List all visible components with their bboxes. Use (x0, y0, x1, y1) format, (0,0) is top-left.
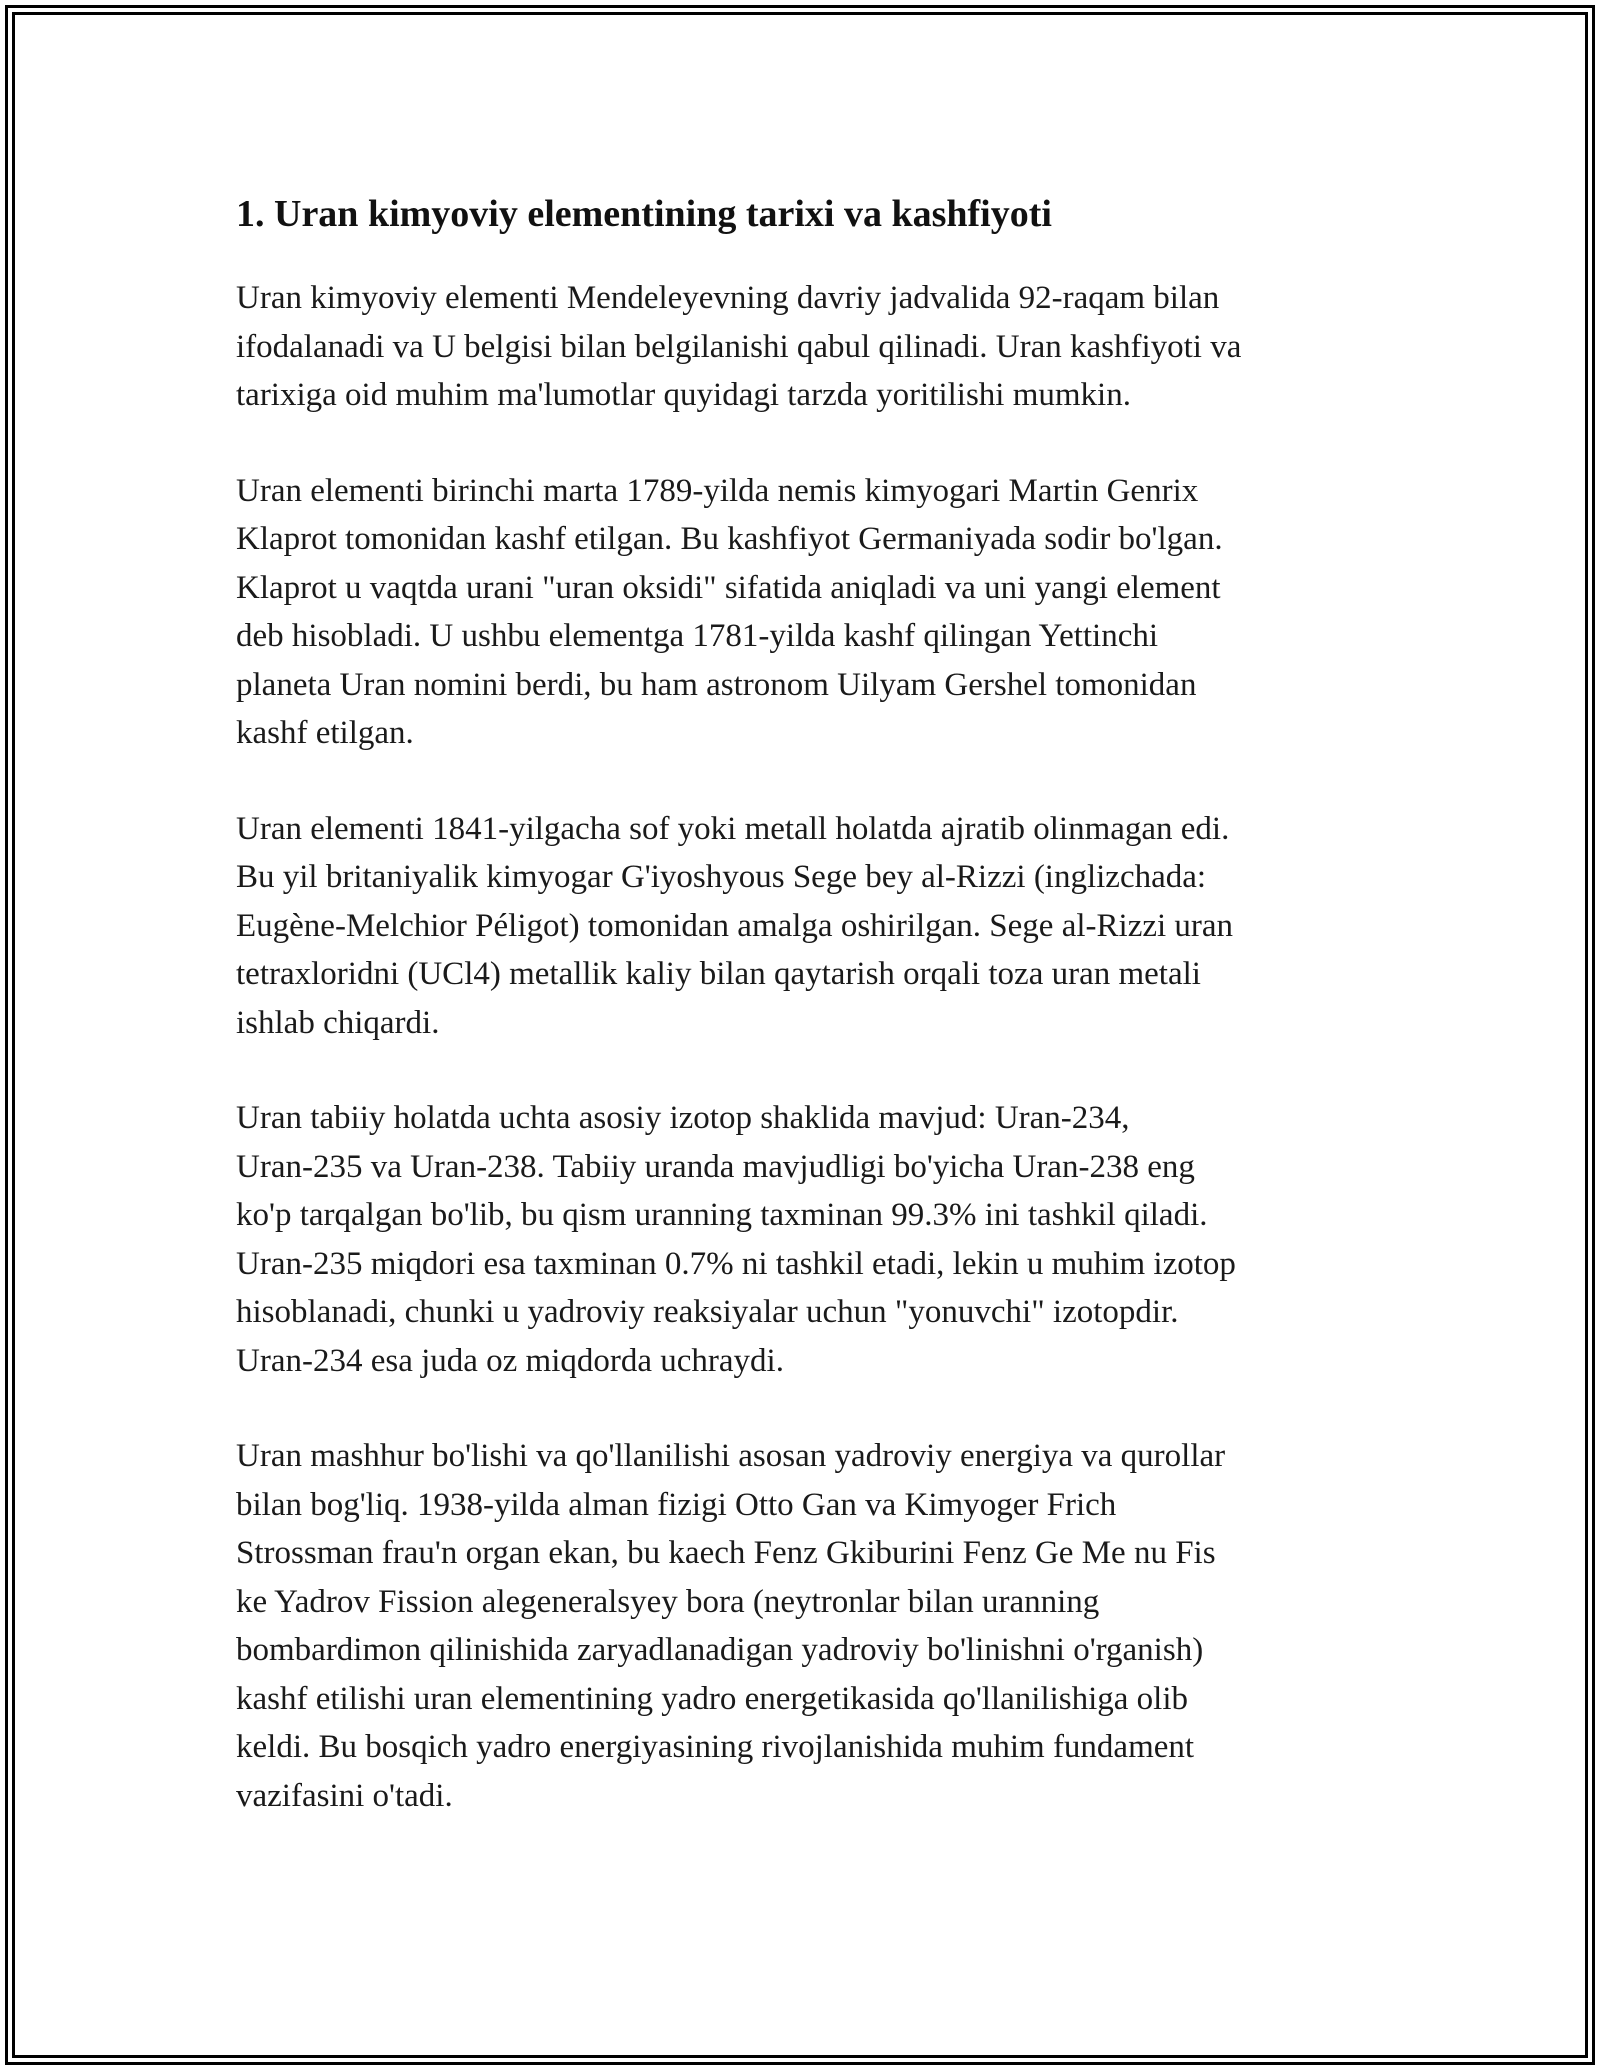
paragraph-metal-isolation: Uran elementi 1841-yilgacha sof yoki metall holatda ajratib olinmagan edi. Bu yil britaniyalik kimyogar G'iyoshyous Sege bey al-Rizzi (inglizchada: Eugène-Melchior Péligot) tomonidan amalga oshirilgan. Sege al-Rizzi uran tetraxloridni (UCl4) metallik kaliy bilan qaytarish orqali toza uran metali ishlab chiqardi. (236, 810, 1234, 1041)
paragraph-discovery: Uran elementi birinchi marta 1789-yilda nemis kimyogari Martin Genrix Klaprot tomonidan kashf etilgan. Bu kashfiyot Germaniyada sodir bo'lgan. Klaprot u vaqtda urani "uran oksidi" sifatida aniqladi va uni yangi element deb hisobladi. U ushbu elementga 1781-yilda kashf qilingan Yettinchi planeta Uran nomini berdi, bu ham astronom Uilyam Gershel tomonidan kashf etilgan. (236, 472, 1223, 751)
paragraph-isotopes: Uran tabiiy holatda uchta asosiy izotop shaklida mavjud: Uran-234, Uran-235 va Uran-238. Tabiiy uranda mavjudligi bo'yicha Uran-238 eng ko'p tarqalgan bo'lib, bu qism uranning taxminan 99.3% ini tashkil qiladi. Uran-235 miqdori esa taxminan 0.7% ni tashkil etadi, lekin u muhim izotop hisoblanadi, chunki u yadroviy reaksiyalar uchun "yonuvchi" izotopdir. Uran-234 esa juda oz miqdorda uchraydi. (236, 1100, 1236, 1379)
section-heading: 1. Uran kimyoviy elementining tarixi va kashfiyoti (236, 193, 1052, 235)
paragraph-intro: Uran kimyoviy elementi Mendeleyevning davriy jadvalida 92-raqam bilan ifodalanadi va U belgisi bilan belgilanishi qabul qilinadi. Uran kashfiyoti va tarixiga oid muhim ma'lumotlar quyidagi tarzda yoritilishi mumkin. (236, 280, 1242, 413)
document-body (236, 186, 1376, 1867)
paragraph-nuclear-energy: Uran mashhur bo'lishi va qo'llanilishi asosan yadroviy energiya va qurollar bilan bog'liq. 1938-yilda alman fizigi Otto Gan va Kimyoger Frich Strossman frau'n organ ekan, bu kaech Fenz Gkiburini Fenz Ge Me nu Fis ke Yadrov Fission alegeneralsyey bora (neytronlar bilan uranning bombardimon qilinishida zaryadlanadigan yadroviy bo'linishni o'rganish) kashf etilishi uran elementining yadro energetikasida qo'llanilishiga olib keldi. Bu bosqich yadro energiyasining rivojlanishida muhim fundament vazifasini o'tadi. (236, 1438, 1226, 1814)
